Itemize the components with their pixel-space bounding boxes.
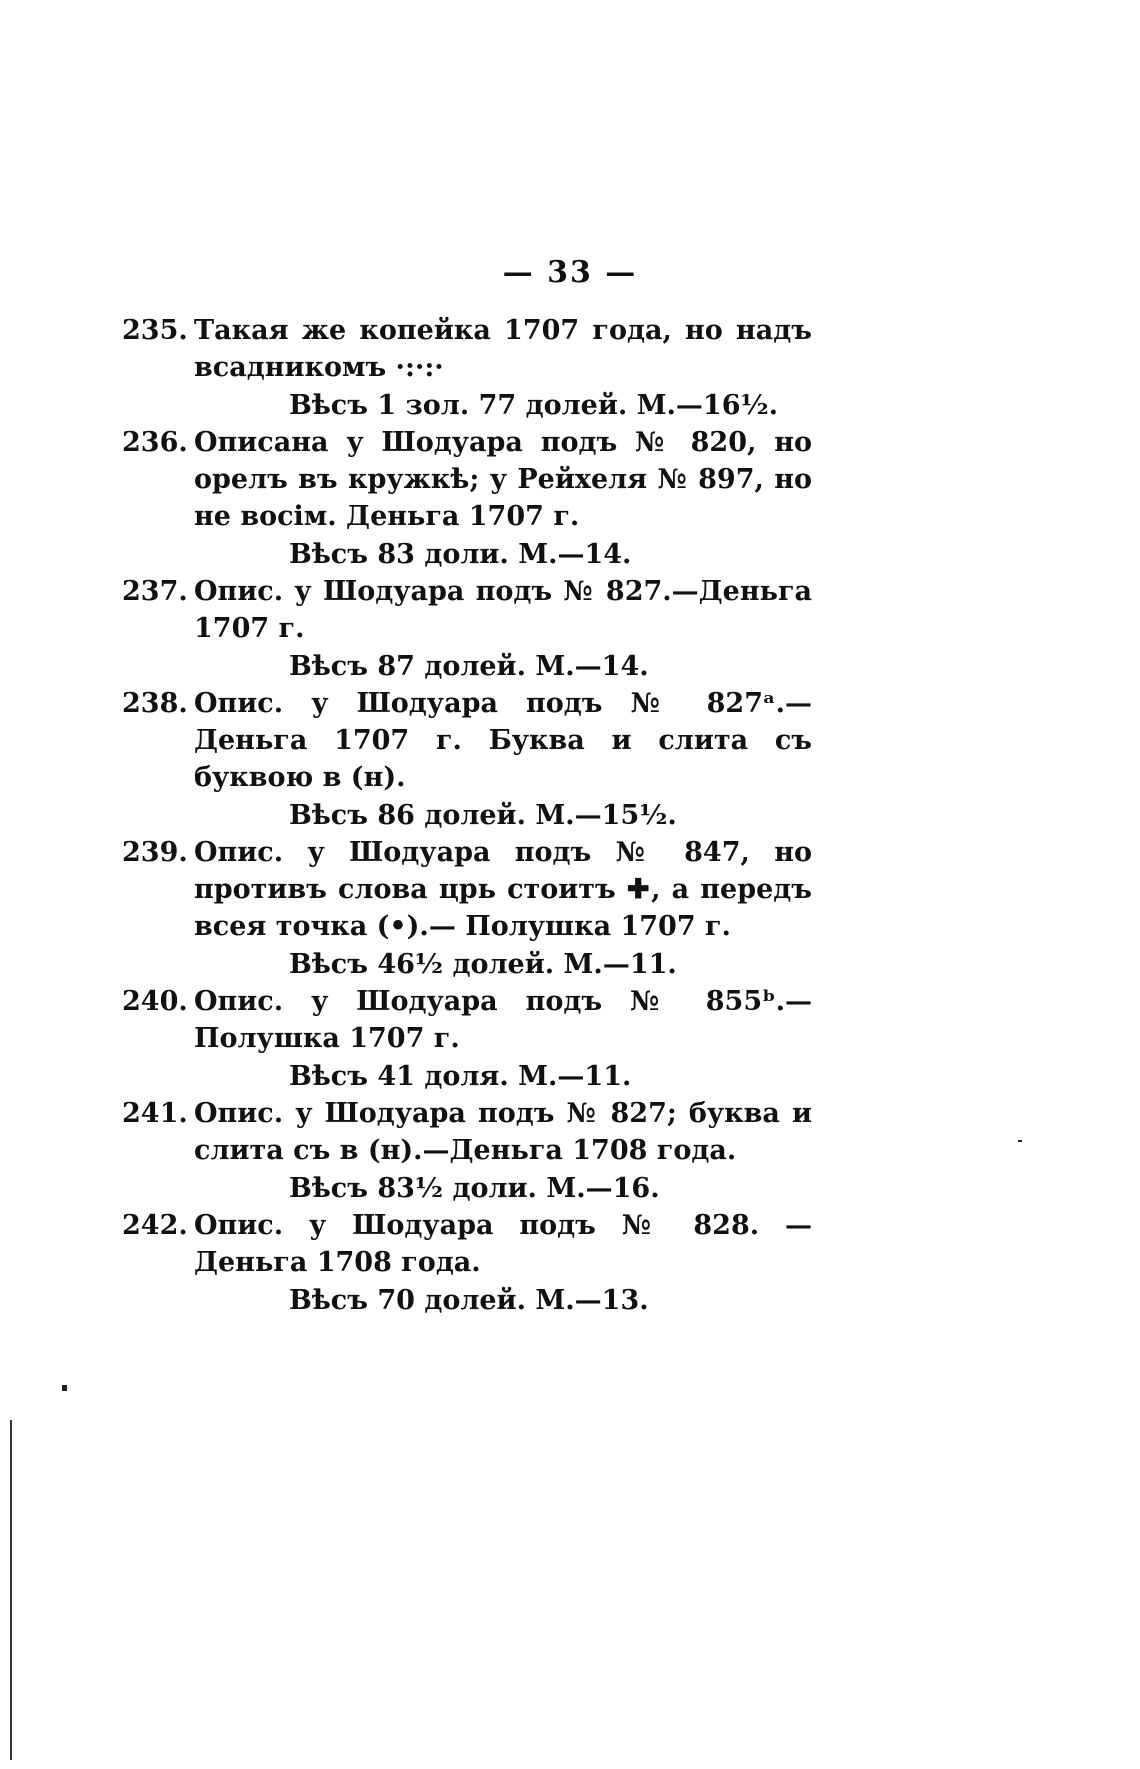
catalog-entries: [122, 312, 812, 1319]
catalog-entry: [122, 1095, 812, 1207]
catalog-entry: [122, 424, 812, 573]
catalog-entry: [122, 834, 812, 983]
entry-description: Описана у Шодуара подъ № 820, но орелъ въ кружкѣ; у Рейхеля № 897, но не восім. Деньга 1707 г.: [194, 427, 812, 532]
entry-description: Опис. у Шодуара подъ № 847, но противъ слова црь стоитъ ✚, а передъ всея точка (•).— Полушка 1707 г.: [194, 837, 812, 942]
scan-speck: [62, 1385, 67, 1391]
entry-number: 240.: [122, 986, 188, 1017]
catalog-entry: [122, 573, 812, 685]
catalog-entry: [122, 685, 812, 834]
entry-weight: Вѣсъ 46½ долей. М.—11.: [289, 949, 677, 980]
entry-description: Опис. у Шодуара подъ № 828. — Деньга 1708 года.: [194, 1210, 812, 1278]
entry-description: Опис. у Шодуара подъ № 855ᵇ.—Полушка 1707 г.: [194, 986, 812, 1054]
scan-edge-line: [10, 1420, 12, 1760]
entry-description: Опис. у Шодуара подъ № 827ᵃ.—Деньга 1707 г. Буква и слита съ буквою в (н).: [194, 688, 812, 793]
entry-description: Опис. у Шодуара подъ № 827.—Деньга 1707 г.: [194, 576, 812, 644]
entry-weight: Вѣсъ 70 долей. М.—13.: [289, 1285, 649, 1316]
scan-speck: [1018, 1140, 1022, 1142]
entry-description: Опис. у Шодуара подъ № 827; буква и слита съ в (н).—Деньга 1708 года.: [194, 1098, 812, 1166]
entry-number: 236.: [122, 427, 188, 458]
catalog-entry: [122, 983, 812, 1095]
catalog-entry: [122, 312, 812, 424]
entry-weight: Вѣсъ 1 зол. 77 долей. М.—16½.: [289, 390, 779, 421]
entry-number: 237.: [122, 576, 188, 607]
entry-number: 241.: [122, 1098, 188, 1129]
entry-weight: Вѣсъ 87 долей. М.—14.: [289, 651, 649, 682]
entry-weight: Вѣсъ 83½ доли. М.—16.: [289, 1173, 660, 1204]
catalog-entry: [122, 1207, 812, 1319]
page-number: — 33 —: [502, 255, 638, 290]
entry-number: 235.: [122, 315, 188, 346]
entry-weight: Вѣсъ 83 доли. М.—14.: [289, 539, 632, 570]
entry-number: 239.: [122, 837, 188, 868]
entry-number: 238.: [122, 688, 188, 719]
entry-weight: Вѣсъ 41 доля. М.—11.: [289, 1061, 632, 1092]
entry-description: Такая же копейка 1707 года, но надъ всадникомъ ·:·:·: [194, 315, 812, 383]
entry-number: 242.: [122, 1210, 188, 1241]
entry-weight: Вѣсъ 86 долей. М.—15½.: [289, 800, 677, 831]
